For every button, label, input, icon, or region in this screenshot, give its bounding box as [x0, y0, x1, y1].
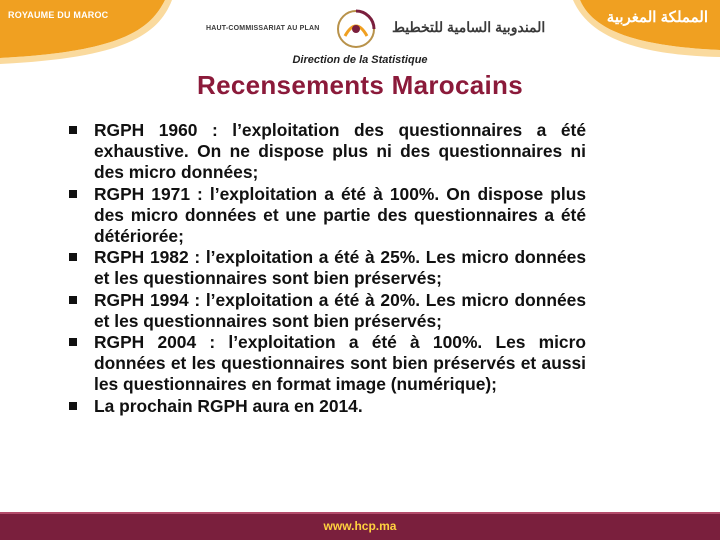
hcp-name-ar: المندوبية السامية للتخطيط [392, 19, 546, 35]
square-bullet-icon [69, 338, 77, 346]
bullet-text: RGPH 1982 : l’exploitation a été à 25%. Les micro données et les questionnaires sont bien préservés; [94, 247, 586, 289]
department-subtitle: Direction de la Statistique [292, 54, 428, 66]
bullet-text: RGPH 2004 : l’exploitation a été à 100%. Les micro données et les questionnaires sont bien préservés et aussi les questionnaires en format image (numérique); [94, 332, 586, 395]
bullet-text: RGPH 1971 : l’exploitation a été à 100%. On dispose plus des micro données et une partie des questionnaires a été détériorée; [94, 183, 586, 247]
bullet-item-1971 [66, 184, 586, 248]
bullet-item-1982 [66, 247, 586, 289]
website-link[interactable]: www.hcp.ma [323, 519, 397, 533]
kingdom-caption-ar: المملكة المغربية [606, 9, 708, 26]
square-bullet-icon [69, 296, 77, 304]
bullet-item-2004 [66, 332, 586, 396]
square-bullet-icon [69, 253, 77, 261]
bullet-item-1960 [66, 120, 586, 184]
bullet-item-1994 [66, 290, 586, 332]
bullet-text: La prochain RGPH aura en 2014. [94, 395, 363, 416]
slide-title: Recensements Marocains [197, 70, 523, 100]
bullet-list [66, 120, 586, 417]
bullet-item-2014 [66, 396, 586, 417]
header-banner [0, 0, 720, 74]
footer-bar [0, 514, 720, 540]
square-bullet-icon [69, 190, 77, 198]
hcp-logo-icon [333, 6, 379, 52]
bullet-text: RGPH 1960 : l’exploitation des questionnaires a été exhaustive. On ne dispose plus ni des questionnaires ni des micro données; [94, 120, 586, 183]
square-bullet-icon [69, 126, 77, 134]
hcp-name-fr: HAUT-COMMISSARIAT AU PLAN [206, 25, 320, 32]
bullet-text: RGPH 1994 : l’exploitation a été à 20%. Les micro données et les questionnaires sont bien préservés; [94, 289, 586, 331]
square-bullet-icon [69, 402, 77, 410]
kingdom-caption-fr: ROYAUME DU MAROC [8, 10, 109, 20]
